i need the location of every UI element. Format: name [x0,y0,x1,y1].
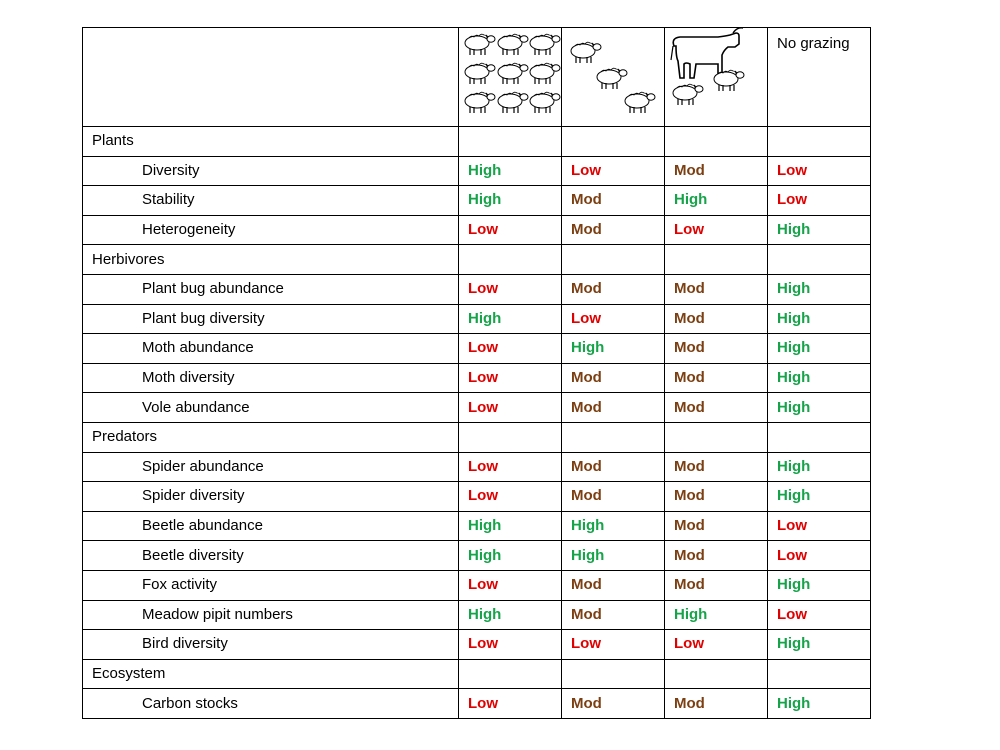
row-label: Plant bug abundance [83,274,459,304]
grazing-effects-table [82,27,871,719]
table-row [83,304,871,334]
rating-cell: Low [459,630,562,660]
rating-cell: Mod [665,304,768,334]
rating-cell: High [768,689,871,719]
rating-cell: Mod [665,511,768,541]
rating-cell: Low [459,452,562,482]
empty-cell [768,127,871,157]
header-col-mixed-grazing [665,28,768,127]
rating-cell: Mod [665,452,768,482]
rating-cell: Mod [562,570,665,600]
row-label: Beetle abundance [83,511,459,541]
table-row [83,363,871,393]
rating-cell: Low [768,156,871,186]
rating-cell: High [665,186,768,216]
rating-cell: High [459,156,562,186]
table-row [83,511,871,541]
rating-cell: High [459,600,562,630]
sheep-flock-icon [459,28,562,120]
rating-cell: Mod [562,452,665,482]
header-row [83,28,871,127]
row-label: Vole abundance [83,393,459,423]
row-label: Carbon stocks [83,689,459,719]
empty-cell [562,659,665,689]
rating-cell: Mod [665,334,768,364]
rating-cell: Low [459,482,562,512]
rating-cell: Mod [665,689,768,719]
rating-cell: Mod [562,482,665,512]
table-row [83,393,871,423]
rating-cell: Mod [562,600,665,630]
rating-cell: High [665,600,768,630]
rating-cell: High [768,482,871,512]
header-col-heavy-grazing [459,28,562,127]
rating-cell: High [459,511,562,541]
section-heading: Ecosystem [83,659,459,689]
rating-cell: Low [459,334,562,364]
row-label: Diversity [83,156,459,186]
rating-cell: Low [459,689,562,719]
empty-cell [665,422,768,452]
table-row [83,482,871,512]
row-label: Spider diversity [83,482,459,512]
rating-cell: High [768,274,871,304]
rating-cell: Mod [665,363,768,393]
empty-cell [768,659,871,689]
rating-cell: High [459,541,562,571]
empty-cell [562,422,665,452]
table-row [83,452,871,482]
row-label: Moth abundance [83,334,459,364]
three-sheep-icon [562,28,665,120]
row-label: Plant bug diversity [83,304,459,334]
rating-cell: Mod [562,393,665,423]
rating-cell: Low [768,600,871,630]
empty-cell [768,245,871,275]
row-label: Bird diversity [83,630,459,660]
rating-cell: Mod [665,482,768,512]
table-row [83,570,871,600]
rating-cell: Mod [665,541,768,571]
rating-cell: Low [459,393,562,423]
section-row [83,659,871,689]
rating-cell: Mod [562,215,665,245]
rating-cell: Mod [665,156,768,186]
empty-cell [459,245,562,275]
section-heading: Plants [83,127,459,157]
header-corner-cell [83,28,459,127]
rating-cell: Low [459,215,562,245]
table-row [83,156,871,186]
row-label: Meadow pipit numbers [83,600,459,630]
table-row [83,689,871,719]
empty-cell [459,422,562,452]
rating-cell: Mod [665,393,768,423]
table-row [83,630,871,660]
rating-cell: Mod [665,274,768,304]
rating-cell: High [768,630,871,660]
row-label: Moth diversity [83,363,459,393]
empty-cell [768,422,871,452]
table-row [83,541,871,571]
rating-cell: High [768,452,871,482]
rating-cell: Low [562,630,665,660]
row-label: Spider abundance [83,452,459,482]
row-label: Fox activity [83,570,459,600]
table-row [83,334,871,364]
rating-cell: High [768,304,871,334]
rating-cell: Mod [562,363,665,393]
rating-cell: Low [459,363,562,393]
rating-cell: Low [459,570,562,600]
rating-cell: Low [665,630,768,660]
table-row [83,186,871,216]
rating-cell: High [562,541,665,571]
rating-cell: High [768,363,871,393]
header-col-no-grazing: No grazing [768,28,871,127]
rating-cell: Mod [562,274,665,304]
table-row [83,274,871,304]
rating-cell: High [562,334,665,364]
empty-cell [459,659,562,689]
rating-cell: High [459,304,562,334]
empty-cell [665,127,768,157]
section-heading: Herbivores [83,245,459,275]
row-label: Stability [83,186,459,216]
rating-cell: Mod [562,689,665,719]
rating-cell: High [768,334,871,364]
rating-cell: Low [665,215,768,245]
rating-cell: Mod [562,186,665,216]
section-row [83,127,871,157]
empty-cell [459,127,562,157]
rating-cell: Low [459,274,562,304]
table-row [83,215,871,245]
rating-cell: Mod [665,570,768,600]
rating-cell: Low [768,186,871,216]
cow-and-sheep-icon [665,28,768,120]
header-col-light-grazing [562,28,665,127]
rating-cell: Low [562,156,665,186]
empty-cell [562,127,665,157]
rating-cell: High [562,511,665,541]
rating-cell: Low [768,541,871,571]
row-label: Beetle diversity [83,541,459,571]
rating-cell: High [768,393,871,423]
rating-cell: Low [768,511,871,541]
table-row [83,600,871,630]
section-row [83,245,871,275]
empty-cell [562,245,665,275]
empty-cell [665,245,768,275]
rating-cell: High [459,186,562,216]
section-row [83,422,871,452]
empty-cell [665,659,768,689]
section-heading: Predators [83,422,459,452]
rating-cell: High [768,215,871,245]
row-label: Heterogeneity [83,215,459,245]
rating-cell: High [768,570,871,600]
rating-cell: Low [562,304,665,334]
